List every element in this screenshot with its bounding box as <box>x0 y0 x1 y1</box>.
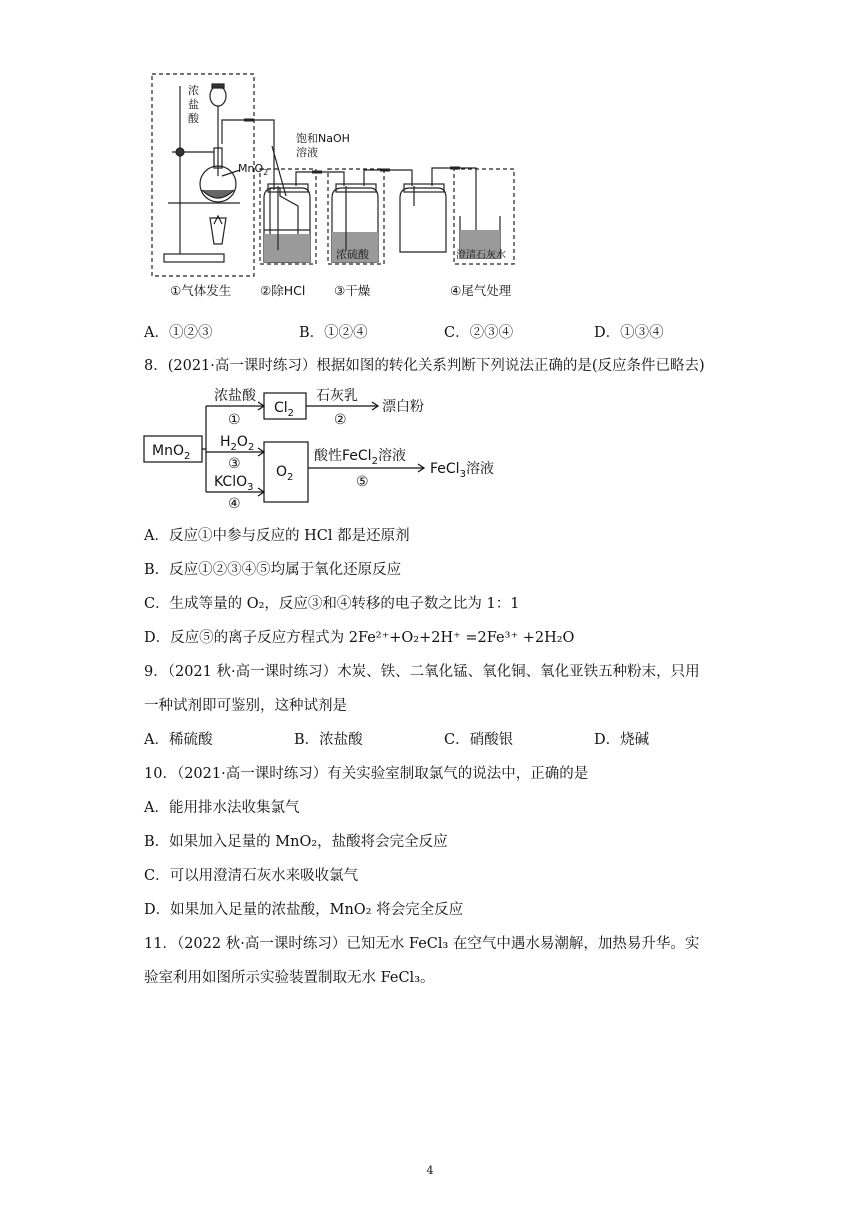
label-acid-2: 盐 <box>188 98 199 111</box>
q10-option-a: A．能用排水法收集氯气 <box>144 800 300 816</box>
reaction2-product: 漂白粉 <box>382 399 424 415</box>
q9-stem-line1: 9．（2021 秋·高一课时练习）木炭、铁、二氧化锰、氧化铜、氧化亚铁五种粉末，只用 <box>144 664 700 680</box>
caption-drying: ③干燥 <box>334 283 371 298</box>
label-naoh-2: 溶液 <box>296 146 318 159</box>
reaction1-number: ① <box>228 412 241 428</box>
caption-remove-hcl: ②除HCl <box>260 283 306 298</box>
mno2-label: MnO$_2$ <box>152 443 191 462</box>
q11-stem-line2: 验室利用如图所示实验装置制取无水 FeCl₃。 <box>144 970 435 986</box>
q9-stem-line2: 一种试剂即可鉴别，这种试剂是 <box>144 698 347 714</box>
q9-option-d: D．烧碱 <box>594 732 650 748</box>
reaction3-number: ③ <box>228 456 241 472</box>
q10-option-b: B．如果加入足量的 MnO₂，盐酸将会完全反应 <box>144 834 448 850</box>
cl2-label: $Cl_2$ <box>274 400 295 419</box>
q8-option-d: D．反应⑤的离子反应方程式为 2Fe²⁺+O₂+2H⁺ =2Fe³⁺ +2H₂O <box>144 630 575 646</box>
q9-option-c: C．硝酸银 <box>444 732 514 748</box>
page-number: 4 <box>426 1164 434 1177</box>
label-acid-1: 浓 <box>188 84 199 97</box>
q9-option-a: A．稀硫酸 <box>144 732 213 748</box>
reaction5-reagent: 酸性FeCl$_2$溶液 <box>314 448 406 467</box>
q7-option-c: C．②③④ <box>444 325 514 341</box>
reaction1-reagent: 浓盐酸 <box>214 388 256 404</box>
label-naoh-1: 饱和NaOH <box>296 132 350 145</box>
label-h2so4: 浓硫酸 <box>336 248 369 261</box>
reaction2-number: ② <box>334 412 347 428</box>
reaction4-reagent: KClO$_3$ <box>214 474 254 493</box>
q7-option-b: B．①②④ <box>299 325 368 341</box>
label-limewater: 澄清石灰水 <box>456 250 506 261</box>
q8-stem: 8．(2021·高一课时练习）根据如图的转化关系判断下列说法正确的是(反应条件已略去) <box>144 358 705 374</box>
q7-option-a: A．①②③ <box>144 325 213 341</box>
reaction5-number: ⑤ <box>356 474 369 490</box>
reaction5-product: FeCl$_3$溶液 <box>430 461 494 480</box>
q8-conversion-diagram <box>140 384 520 510</box>
apparatus-diagram <box>140 66 540 306</box>
caption-tail-gas: ④尾气处理 <box>450 283 512 298</box>
q8-option-b: B．反应①②③④⑤均属于氧化还原反应 <box>144 562 402 578</box>
q9-option-b: B．浓盐酸 <box>294 732 363 748</box>
q11-stem-line1: 11．（2022 秋·高一课时练习）已知无水 FeCl₃ 在空气中遇水易潮解，加热易升华。实 <box>144 936 700 952</box>
q8-option-c: C．生成等量的 O₂，反应③和④转移的电子数之比为 1：1 <box>144 596 520 612</box>
q7-option-d: D．①③④ <box>594 325 664 341</box>
q8-option-a: A．反应①中参与反应的 HCl 都是还原剂 <box>144 528 410 544</box>
q10-stem: 10．（2021·高一课时练习）有关实验室制取氯气的说法中，正确的是 <box>144 766 589 782</box>
caption-gas-generation: ①气体发生 <box>170 283 232 298</box>
reaction2-reagent: 石灰乳 <box>316 388 358 404</box>
reaction4-number: ④ <box>228 496 241 510</box>
label-mno2: MnO$_2$ <box>238 162 269 177</box>
q10-option-c: C．可以用澄清石灰水来吸收氯气 <box>144 868 359 884</box>
o2-label: $O_2$ <box>276 464 294 483</box>
q9-options <box>144 728 744 750</box>
label-acid-3: 酸 <box>188 112 199 125</box>
q10-option-d: D．如果加入足量的浓盐酸，MnO₂ 将会完全反应 <box>144 902 464 918</box>
reaction3-reagent: $H_2O_2$ <box>220 434 255 453</box>
q7-options <box>144 321 744 343</box>
